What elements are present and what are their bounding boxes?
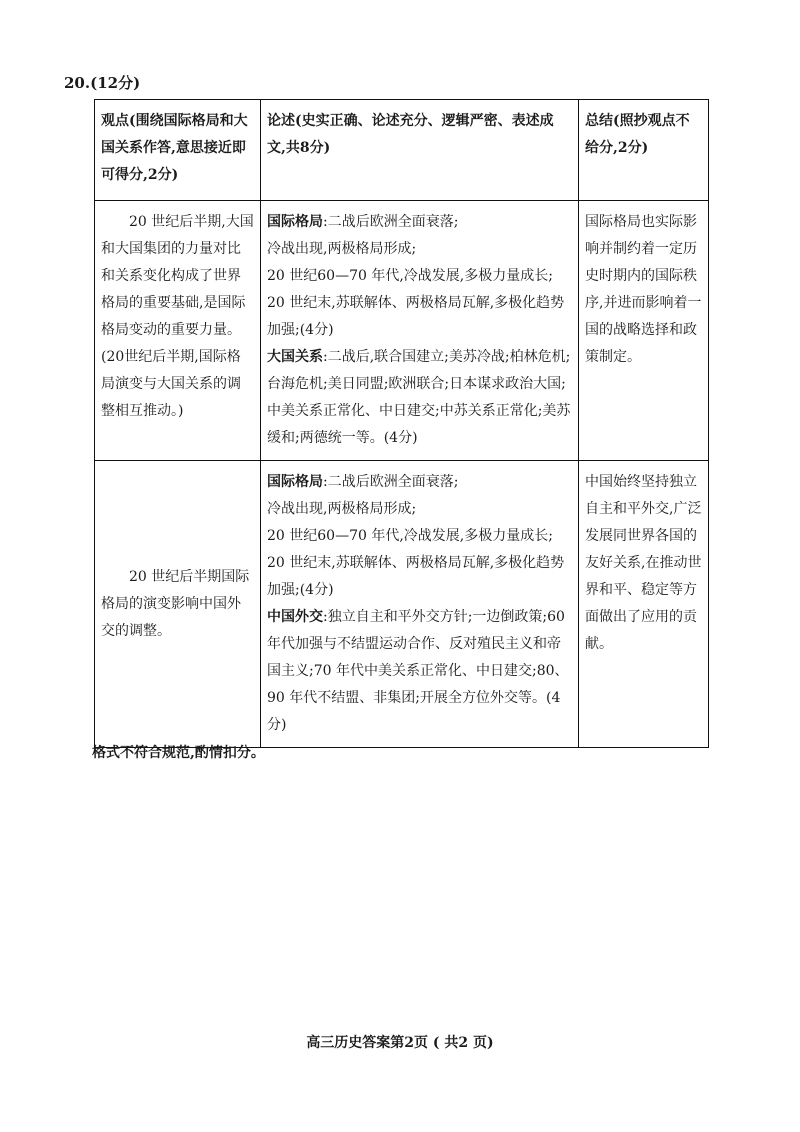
table-row	[95, 201, 709, 461]
argument-part2-title: 中国外交	[267, 609, 323, 625]
viewpoint-cell: 20 世纪后半期国际格局的演变影响中国外交的调整。	[95, 461, 261, 748]
header-argument: 论述(史实正确、论述充分、逻辑严密、表述成文,共8分)	[261, 100, 579, 201]
argument-cell	[261, 201, 579, 461]
argument-part2-text: :独立自主和平外交方针;一边倒政策;60 年代加强与不结盟运动合作、反对殖民主义和帝国主义;70 年代中美关系正常化、中日建交;80、90 年代不结盟、非集团;开展全方位外交等。(4分)	[267, 609, 569, 733]
question-number: 20.(12分)	[64, 74, 141, 92]
header-summary: 总结(照抄观点不给分,2分)	[579, 100, 709, 201]
table-header-row	[95, 100, 709, 201]
argument-part2-title: 大国关系	[267, 349, 323, 365]
page-footer: 高三历史答案第2页 ( 共2 页)	[306, 1035, 494, 1051]
summary-cell: 中国始终坚持独立自主和平外交,广泛发展同世界各国的友好关系,在推动世界和平、稳定等方面做出了应用的贡献。	[579, 461, 709, 748]
argument-cell	[261, 461, 579, 748]
argument-part1-text: :二战后欧洲全面衰落; 冷战出现,两极格局形成; 20 世纪60—70 年代,冷战发展,多极力量成长; 20 世纪末,苏联解体、两极格局瓦解,多极化趋势加强;(4分)	[267, 474, 565, 598]
argument-part2-text: :二战后,联合国建立;美苏冷战;柏林危机;台海危机;美日同盟;欧洲联合;日本谋求政治大国;中美关系正常化、中日建交;中苏关系正常化;美苏缓和;两德统一等。(4分)	[267, 349, 571, 446]
argument-part1-title: 国际格局	[267, 214, 323, 230]
argument-part1-title: 国际格局	[267, 474, 323, 490]
answer-table	[94, 99, 709, 748]
summary-cell: 国际格局也实际影响并制约着一定历史时期内的国际秩序,并进而影响着一国的战略选择和政策制定。	[579, 201, 709, 461]
grading-note: 格式不符合规范,酌情扣分。	[92, 745, 265, 761]
viewpoint-cell: 20 世纪后半期,大国和大国集团的力量对比和关系变化构成了世界格局的重要基础,是国际格局变动的重要力量。(20世纪后半期,国际格局演变与大国关系的调整相互推动。)	[95, 201, 261, 461]
table-row	[95, 461, 709, 748]
argument-part1-text: :二战后欧洲全面衰落; 冷战出现,两极格局形成; 20 世纪60—70 年代,冷战发展,多极力量成长; 20 世纪末,苏联解体、两极格局瓦解,多极化趋势加强;(4分)	[267, 214, 565, 338]
header-viewpoint: 观点(围绕国际格局和大国关系作答,意思接近即可得分,2分)	[95, 100, 261, 201]
